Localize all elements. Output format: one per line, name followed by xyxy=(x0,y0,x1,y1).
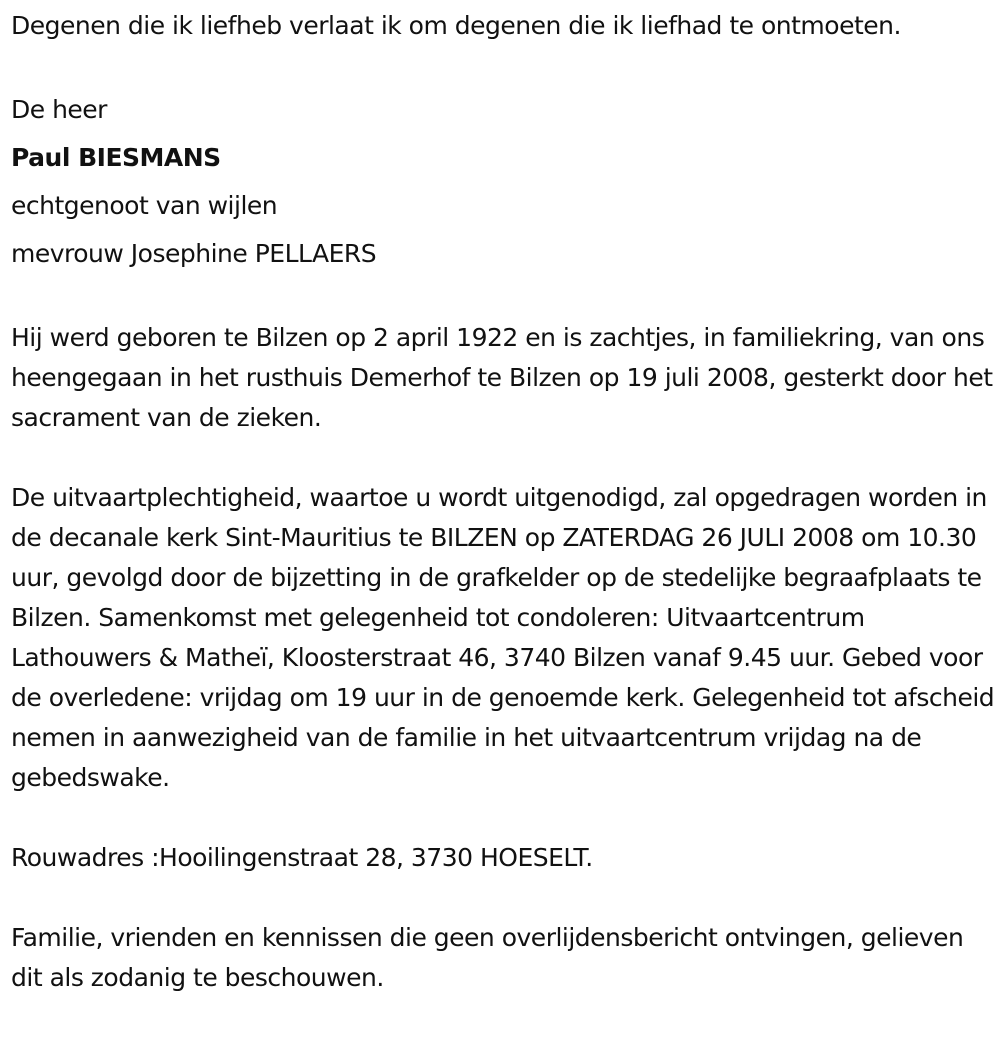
deceased-title: De heer xyxy=(11,95,107,124)
mourning-address: Rouwadres :Hooilingenstraat 28, 3730 HOESELT. xyxy=(11,843,593,872)
spacer xyxy=(11,438,996,478)
deceased-spouse: mevrouw Josephine PELLAERS xyxy=(11,239,377,268)
spacer xyxy=(11,278,996,318)
deceased-relation: echtgenoot van wijlen xyxy=(11,191,278,220)
birth-death-paragraph: Hij werd geboren te Bilzen op 2 april 1922 en is zachtjes, in familiekring, van ons heengegaan in het rusthuis Demerhof te Bilzen op 19 juli 2008, gesterkt door het sacrament van de zieken. xyxy=(11,323,993,432)
deceased-name: Paul BIESMANS xyxy=(11,143,221,172)
spacer xyxy=(11,878,996,918)
obituary-document xyxy=(11,0,996,998)
spacer xyxy=(11,46,996,86)
motto-text: Degenen die ik liefheb verlaat ik om degenen die ik liefhad te ontmoeten. xyxy=(11,11,901,40)
ceremony-paragraph: De uitvaartplechtigheid, waartoe u wordt uitgenodigd, zal opgedragen worden in de decanale kerk Sint-Mauritius te BILZEN op ZATERDAG 26 JULI 2008 om 10.30 uur, gevolgd door de bijzetting in de grafkelder op de stedelijke begraafplaats te Bilzen. Samenkomst met gelegenheid tot condoleren: Uitvaartcentrum Lathouwers & Matheï, Kloosterstraat 46, 3740 Bilzen vanaf 9.45 uur. Gebed voor de overledene: vrijdag om 19 uur in de genoemde kerk. Gelegenheid tot afscheid nemen in aanwezigheid van de familie in het uitvaartcentrum vrijdag na de gebedswake. xyxy=(11,483,995,792)
closing-paragraph: Familie, vrienden en kennissen die geen overlijdensbericht ontvingen, gelieven dit als zodanig te beschouwen. xyxy=(11,923,964,992)
deceased-intro xyxy=(11,86,996,278)
spacer xyxy=(11,798,996,838)
